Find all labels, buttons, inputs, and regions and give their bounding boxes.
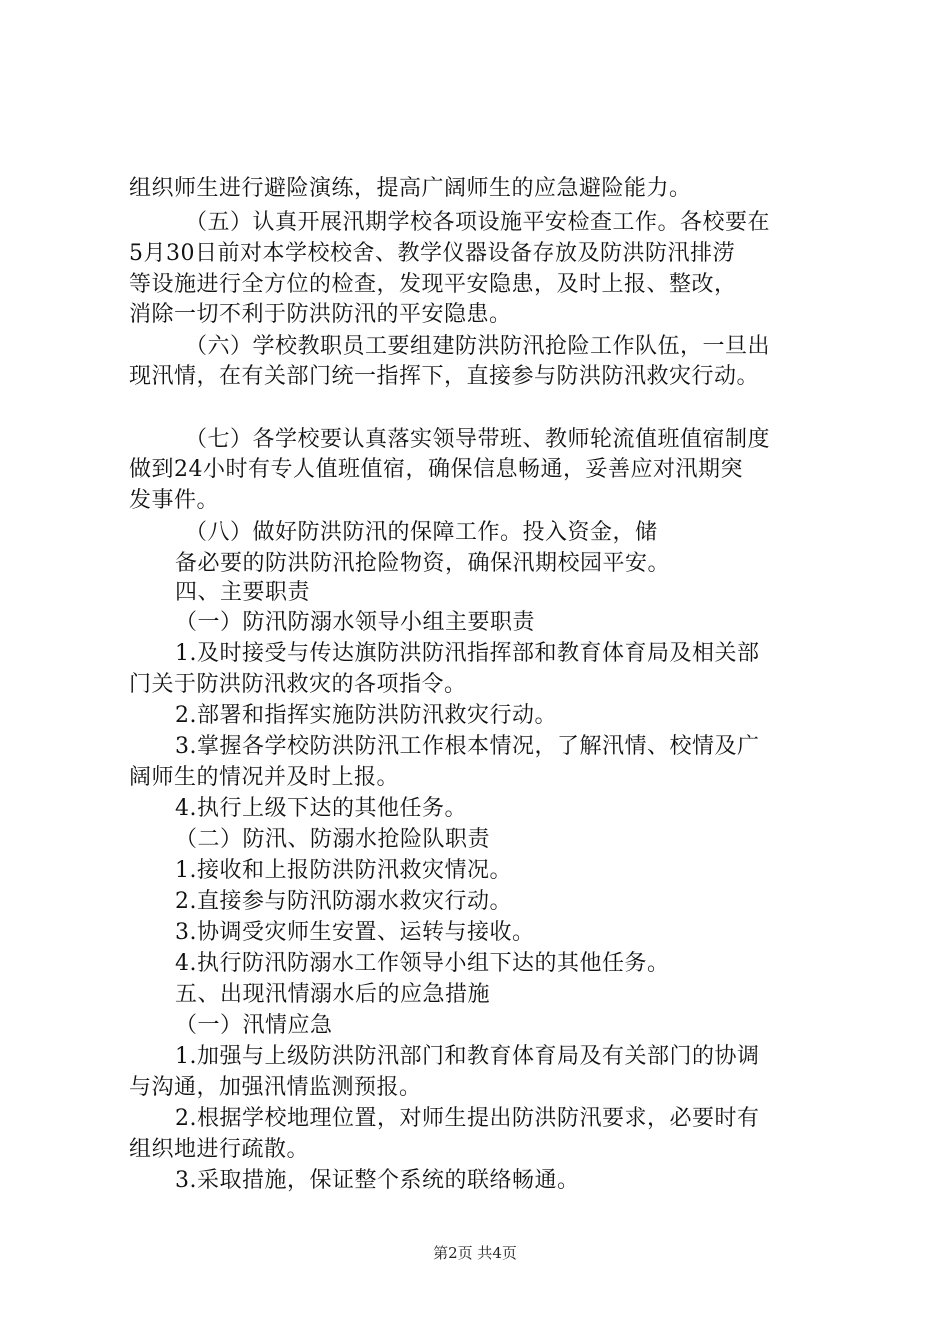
text-line: （七）各学校要认真落实领导带班、教师轮流值班值宿制度 <box>185 427 771 452</box>
page-footer: 第2页 共4页 <box>433 1244 517 1262</box>
text-line: 3.协调受灾师生安置、运转与接收。 <box>175 920 535 945</box>
text-line: 组织地进行疏散。 <box>129 1137 310 1162</box>
text-line: （六）学校教职员工要组建防洪防汛抢险工作队伍，一旦出 <box>185 334 771 359</box>
text-line: 2.部署和指挥实施防洪防汛救灾行动。 <box>175 703 557 728</box>
text-line: 1.接收和上报防洪防汛救灾情况。 <box>175 858 512 883</box>
text-line: （五）认真开展汛期学校各项设施平安检查工作。各校要在 <box>185 210 771 235</box>
text-line: 2.根据学校地理位置，对师生提出防洪防汛要求，必要时有 <box>175 1106 760 1131</box>
subsection-heading: （一）汛情应急 <box>175 1013 333 1038</box>
text-line: 等设施进行全方位的检查，发现平安隐患，及时上报、整改， <box>129 272 737 297</box>
text-line: 做到24小时有专人值班值宿，确保信息畅通，妥善应对汛期突 <box>129 457 743 482</box>
section-heading: 四、主要职责 <box>175 580 311 605</box>
text-line: 1.及时接受与传达旗防洪防汛指挥部和教育体育局及相关部 <box>175 641 760 666</box>
text-line: 消除一切不利于防洪防汛的平安隐患。 <box>129 302 512 327</box>
subsection-heading: （一）防汛防溺水领导小组主要职责 <box>175 610 536 635</box>
subsection-heading: （二）防汛、防溺水抢险队职责 <box>175 827 491 852</box>
text-line: 1.加强与上级防洪防汛部门和教育体育局及有关部门的协调 <box>175 1044 760 1069</box>
text-line: 4.执行上级下达的其他任务。 <box>175 796 467 821</box>
text-line: 阔师生的情况并及时上报。 <box>129 765 400 790</box>
text-line: 发事件。 <box>129 488 220 513</box>
text-line: 5月30日前对本学校校舍、教学仪器设备存放及防洪防汛排涝 <box>129 241 735 266</box>
text-line: 现汛情，在有关部门统一指挥下，直接参与防洪防汛救灾行动。 <box>129 364 760 389</box>
text-line: 门关于防洪防汛救灾的各项指令。 <box>129 672 467 697</box>
text-line: （八）做好防洪防汛的保障工作。投入资金，储 <box>185 520 658 545</box>
text-line: 4.执行防汛防溺水工作领导小组下达的其他任务。 <box>175 951 670 976</box>
text-line: 3.采取措施，保证整个系统的联络畅通。 <box>175 1168 580 1193</box>
text-line: 2.直接参与防汛防溺水救灾行动。 <box>175 889 512 914</box>
text-line: 备必要的防洪防汛抢险物资，确保汛期校园平安。 <box>175 551 671 576</box>
section-heading: 五、出现汛情溺水后的应急措施 <box>175 982 491 1007</box>
text-line: 与沟通，加强汛情监测预报。 <box>129 1075 422 1100</box>
text-line: 3.掌握各学校防洪防汛工作根本情况，了解汛情、校情及广 <box>175 734 760 759</box>
text-line: 组织师生进行避险演练，提高广阔师生的应急避险能力。 <box>129 176 692 201</box>
